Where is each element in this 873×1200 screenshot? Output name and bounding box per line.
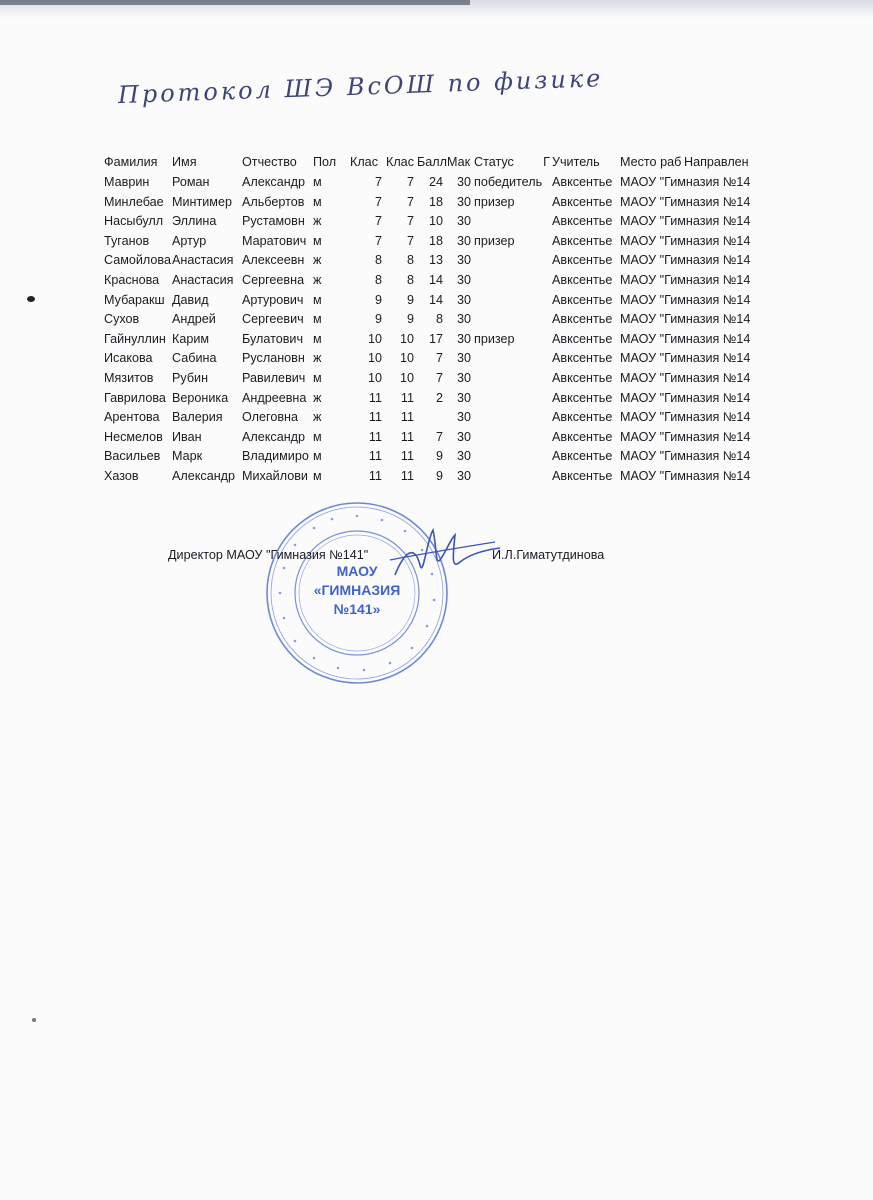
- table-cell: 7: [435, 429, 443, 444]
- table-cell: [540, 192, 550, 212]
- table-cell: Авксентье: [552, 312, 613, 327]
- scan-dot: [32, 1018, 36, 1022]
- table-cell: 30: [456, 273, 471, 287]
- table-cell: 17: [428, 331, 443, 346]
- table-cell: Анастасия: [172, 253, 234, 268]
- table-cell: 11: [368, 429, 382, 444]
- table-cell: МАОУ "Гимназия №14: [620, 273, 751, 287]
- table-cell: 9: [374, 312, 382, 327]
- table-cell: Авксентье: [552, 351, 613, 366]
- table-cell: Исакова: [104, 351, 153, 366]
- table-cell: 11: [368, 390, 382, 405]
- table-cell: [540, 427, 550, 447]
- table-cell: [474, 290, 546, 310]
- table-cell: [417, 407, 443, 427]
- table-cell: [474, 446, 546, 466]
- stamp-line-2: «ГИМНАЗИЯ: [313, 582, 401, 598]
- table-cell: МАОУ "Гимназия №14: [620, 175, 751, 189]
- column-header: Статус: [474, 155, 514, 169]
- table-cell: Авксентье: [552, 214, 613, 229]
- table-cell: Вероника: [172, 390, 229, 405]
- table-cell: 10: [367, 331, 382, 346]
- table-cell: МАОУ "Гимназия №14: [620, 233, 751, 248]
- table-cell: 10: [399, 351, 414, 366]
- table-cell: 30: [456, 331, 471, 346]
- table-cell: Авксентье: [552, 390, 613, 405]
- column-header: Клас: [386, 155, 414, 169]
- table-cell: м: [313, 175, 322, 189]
- table-cell: Александр: [172, 469, 236, 483]
- table-cell: 30: [456, 429, 471, 444]
- table-cell: 30: [456, 175, 471, 189]
- table-row: [0, 172, 873, 192]
- table-cell: 7: [406, 175, 414, 189]
- table-cell: МАОУ "Гимназия №14: [620, 331, 751, 346]
- table-cell: Авксентье: [552, 175, 613, 189]
- table-cell: [474, 427, 546, 447]
- table-cell: 7: [406, 233, 414, 248]
- table-cell: [540, 290, 550, 310]
- table-cell: МАОУ "Гимназия №14: [620, 469, 751, 483]
- table-row: [0, 211, 873, 231]
- column-header: Г: [543, 155, 550, 169]
- table-row: [0, 309, 873, 329]
- table-cell: м: [313, 371, 322, 385]
- table-cell: 9: [435, 469, 443, 483]
- table-cell: Авксентье: [552, 469, 613, 483]
- table-cell: Рубин: [172, 371, 209, 385]
- table-cell: Авксентье: [552, 429, 613, 444]
- table-cell: МАОУ "Гимназия №14: [620, 351, 751, 366]
- table-cell: ж: [313, 253, 322, 268]
- table-cell: МАОУ "Гимназия №14: [620, 214, 751, 229]
- table-cell: Авксентье: [552, 371, 613, 385]
- table-cell: 7: [406, 214, 414, 229]
- table-cell: 7: [374, 214, 382, 229]
- table-cell: 11: [368, 469, 382, 483]
- table-cell: Равилевич: [242, 371, 306, 385]
- table-cell: м: [313, 429, 322, 444]
- table-cell: Владимиро: [242, 449, 309, 464]
- table-cell: м: [313, 292, 322, 307]
- table-cell: Минлебае: [104, 194, 164, 209]
- table-cell: [474, 407, 546, 427]
- table-cell: 30: [456, 253, 471, 268]
- table-cell: Михайлови: [242, 469, 308, 483]
- column-header: Место раб: [620, 155, 682, 169]
- table-cell: [540, 348, 550, 368]
- table-cell: 30: [456, 371, 471, 385]
- table-cell: Олеговна: [242, 410, 298, 425]
- table-cell: Авксентье: [552, 292, 613, 307]
- table-cell: Карим: [172, 331, 210, 346]
- stamp-line-1: МАОУ: [336, 563, 378, 579]
- column-header: Имя: [172, 155, 197, 169]
- table-cell: МАОУ "Гимназия №14: [620, 390, 751, 405]
- table-cell: [540, 388, 550, 408]
- table-cell: Туганов: [104, 233, 150, 248]
- table-cell: 14: [428, 292, 443, 307]
- table-cell: м: [313, 469, 322, 483]
- table-cell: [474, 211, 546, 231]
- table-cell: [540, 329, 550, 349]
- table-cell: Иван: [172, 429, 202, 444]
- table-cell: призер: [474, 194, 515, 209]
- table-cell: МАОУ "Гимназия №14: [620, 292, 751, 307]
- table-cell: ж: [313, 351, 322, 366]
- table-cell: МАОУ "Гимназия №14: [620, 312, 751, 327]
- table-cell: Сухов: [104, 312, 140, 327]
- column-header: Пол: [313, 155, 337, 169]
- table-row: [0, 368, 873, 388]
- table-cell: [540, 407, 550, 427]
- table-cell: Авксентье: [552, 449, 613, 464]
- table-cell: МАОУ "Гимназия №14: [620, 429, 751, 444]
- table-cell: м: [313, 312, 322, 327]
- table-row: [0, 329, 873, 349]
- table-cell: призер: [474, 331, 515, 346]
- table-cell: [540, 250, 550, 270]
- table-cell: 30: [456, 390, 471, 405]
- column-header: Мак: [447, 155, 471, 169]
- table-cell: Маратович: [242, 233, 307, 248]
- table-cell: Сабина: [172, 351, 217, 366]
- table-cell: 7: [406, 194, 414, 209]
- table-cell: Мязитов: [104, 371, 154, 385]
- table-cell: 30: [456, 449, 471, 464]
- table-cell: 8: [435, 312, 443, 327]
- table-cell: Насыбулл: [104, 214, 164, 229]
- column-header: Направлен: [684, 155, 749, 169]
- table-cell: [474, 348, 546, 368]
- table-cell: [474, 270, 546, 290]
- table-cell: Авксентье: [552, 331, 613, 346]
- table-cell: Андрей: [172, 312, 216, 327]
- table-cell: [540, 270, 550, 290]
- table-row: [0, 192, 873, 212]
- table-cell: Авксентье: [552, 194, 613, 209]
- stamp-line-3: №141»: [333, 601, 381, 617]
- table-cell: Арентова: [104, 410, 160, 425]
- table-cell: Авксентье: [552, 233, 613, 248]
- table-cell: [474, 388, 546, 408]
- table-cell: Васильев: [104, 449, 161, 464]
- table-cell: Валерия: [172, 410, 223, 425]
- table-cell: [540, 211, 550, 231]
- table-cell: МАОУ "Гимназия №14: [620, 253, 751, 268]
- table-cell: Александр: [242, 429, 306, 444]
- table-cell: победитель: [474, 175, 543, 189]
- table-cell: Минтимер: [172, 194, 232, 209]
- table-cell: 30: [456, 351, 471, 366]
- table-cell: Булатович: [242, 331, 304, 346]
- column-header: Учитель: [552, 155, 600, 169]
- table-cell: Марк: [172, 449, 203, 464]
- table-cell: 30: [456, 469, 471, 483]
- table-cell: Краснова: [104, 273, 160, 287]
- director-position: Директор МАОУ "Гимназия №141": [168, 548, 369, 562]
- table-row: [0, 250, 873, 270]
- table-cell: 10: [367, 371, 382, 385]
- table-row: [0, 446, 873, 466]
- table-cell: 30: [456, 214, 471, 229]
- table-cell: [540, 368, 550, 388]
- table-cell: [540, 231, 550, 251]
- table-cell: Андреевна: [242, 390, 307, 405]
- table-cell: ж: [313, 390, 322, 405]
- table-cell: Гаврилова: [104, 390, 166, 405]
- table-cell: Авксентье: [552, 253, 613, 268]
- table-cell: МАОУ "Гимназия №14: [620, 449, 751, 464]
- table-cell: 30: [456, 312, 471, 327]
- table-cell: Эллина: [172, 214, 217, 229]
- table-row: [0, 231, 873, 251]
- table-cell: 8: [374, 273, 382, 287]
- table-cell: Хазов: [104, 469, 139, 483]
- table-cell: призер: [474, 233, 515, 248]
- table-cell: 11: [368, 410, 382, 425]
- table-cell: Артурович: [242, 292, 304, 307]
- table-cell: Маврин: [104, 175, 150, 189]
- table-cell: 10: [399, 331, 414, 346]
- column-header: Фамилия: [104, 155, 158, 169]
- table-row: [0, 348, 873, 368]
- table-cell: Авксентье: [552, 273, 613, 287]
- director-name: И.Л.Гиматутдинова: [492, 548, 605, 562]
- table-cell: 7: [374, 233, 382, 248]
- table-cell: Самойлова: [104, 253, 171, 268]
- table-cell: 30: [456, 194, 471, 209]
- table-row: [0, 388, 873, 408]
- table-cell: 11: [400, 449, 414, 464]
- table-cell: МАОУ "Гимназия №14: [620, 410, 751, 425]
- table-cell: [540, 309, 550, 329]
- table-cell: Роман: [172, 175, 210, 189]
- table-cell: 7: [374, 175, 382, 189]
- table-row: [0, 407, 873, 427]
- table-cell: Алексеевн: [242, 253, 305, 268]
- table-cell: 7: [435, 351, 443, 366]
- table-cell: ж: [313, 214, 322, 229]
- table-cell: [540, 446, 550, 466]
- table-cell: Альбертов: [242, 194, 305, 209]
- table-cell: [474, 309, 546, 329]
- table-cell: 8: [374, 253, 382, 268]
- table-cell: 8: [406, 253, 414, 268]
- table-cell: 2: [435, 390, 443, 405]
- table-cell: Артур: [172, 233, 207, 248]
- table-cell: Несмелов: [104, 429, 163, 444]
- table-cell: Рустамовн: [242, 214, 305, 229]
- table-cell: Давид: [172, 292, 209, 307]
- table-cell: Анастасия: [172, 273, 234, 287]
- table-row: [0, 466, 873, 486]
- table-cell: 9: [374, 292, 382, 307]
- table-cell: 9: [406, 312, 414, 327]
- table-cell: 10: [399, 371, 414, 385]
- table-cell: 30: [456, 292, 471, 307]
- table-cell: 10: [367, 351, 382, 366]
- column-header: Отчество: [242, 155, 297, 169]
- column-header: Клас: [350, 155, 378, 169]
- table-cell: [540, 172, 550, 192]
- table-cell: 9: [406, 292, 414, 307]
- table-cell: ж: [313, 410, 322, 425]
- table-cell: Руслановн: [242, 351, 305, 366]
- table-cell: 10: [428, 214, 443, 229]
- table-cell: Авксентье: [552, 410, 613, 425]
- table-cell: МАОУ "Гимназия №14: [620, 371, 751, 385]
- table-row: [0, 290, 873, 310]
- table-cell: 7: [435, 371, 443, 385]
- table-cell: 11: [368, 449, 382, 464]
- table-cell: 11: [400, 390, 414, 405]
- table-cell: 18: [428, 194, 443, 209]
- table-cell: 11: [400, 429, 414, 444]
- column-header: Балл: [417, 155, 447, 169]
- table-row: [0, 427, 873, 447]
- table-cell: Гайнуллин: [104, 331, 166, 346]
- table-cell: Александр: [242, 175, 306, 189]
- table-cell: 11: [400, 469, 414, 483]
- table-cell: 18: [428, 233, 443, 248]
- table-cell: Сергеевна: [242, 273, 305, 287]
- table-cell: Мубаракш: [104, 292, 165, 307]
- table-cell: 30: [456, 410, 471, 425]
- table-cell: 9: [435, 449, 443, 464]
- table-cell: м: [313, 233, 322, 248]
- table-cell: 13: [428, 253, 443, 268]
- table-cell: 24: [428, 175, 443, 189]
- table-cell: [540, 466, 550, 486]
- table-cell: Сергеевич: [242, 312, 304, 327]
- handwritten-signature: [385, 520, 505, 590]
- table-cell: ж: [313, 273, 322, 287]
- table-cell: [474, 368, 546, 388]
- table-cell: м: [313, 331, 322, 346]
- table-header-row: [0, 152, 873, 172]
- scan-top-edge: [0, 0, 873, 18]
- table-cell: 30: [456, 233, 471, 248]
- table-cell: МАОУ "Гимназия №14: [620, 194, 751, 209]
- table-row: [0, 270, 873, 290]
- table-cell: 14: [428, 273, 443, 287]
- table-cell: [474, 250, 546, 270]
- table-cell: м: [313, 449, 322, 464]
- table-cell: м: [313, 194, 322, 209]
- table-cell: 8: [406, 273, 414, 287]
- table-cell: [474, 466, 546, 486]
- table-cell: 11: [400, 410, 414, 425]
- document-title: Протокол ШЭ ВсОШ по физике: [117, 64, 604, 110]
- table-cell: 7: [374, 194, 382, 209]
